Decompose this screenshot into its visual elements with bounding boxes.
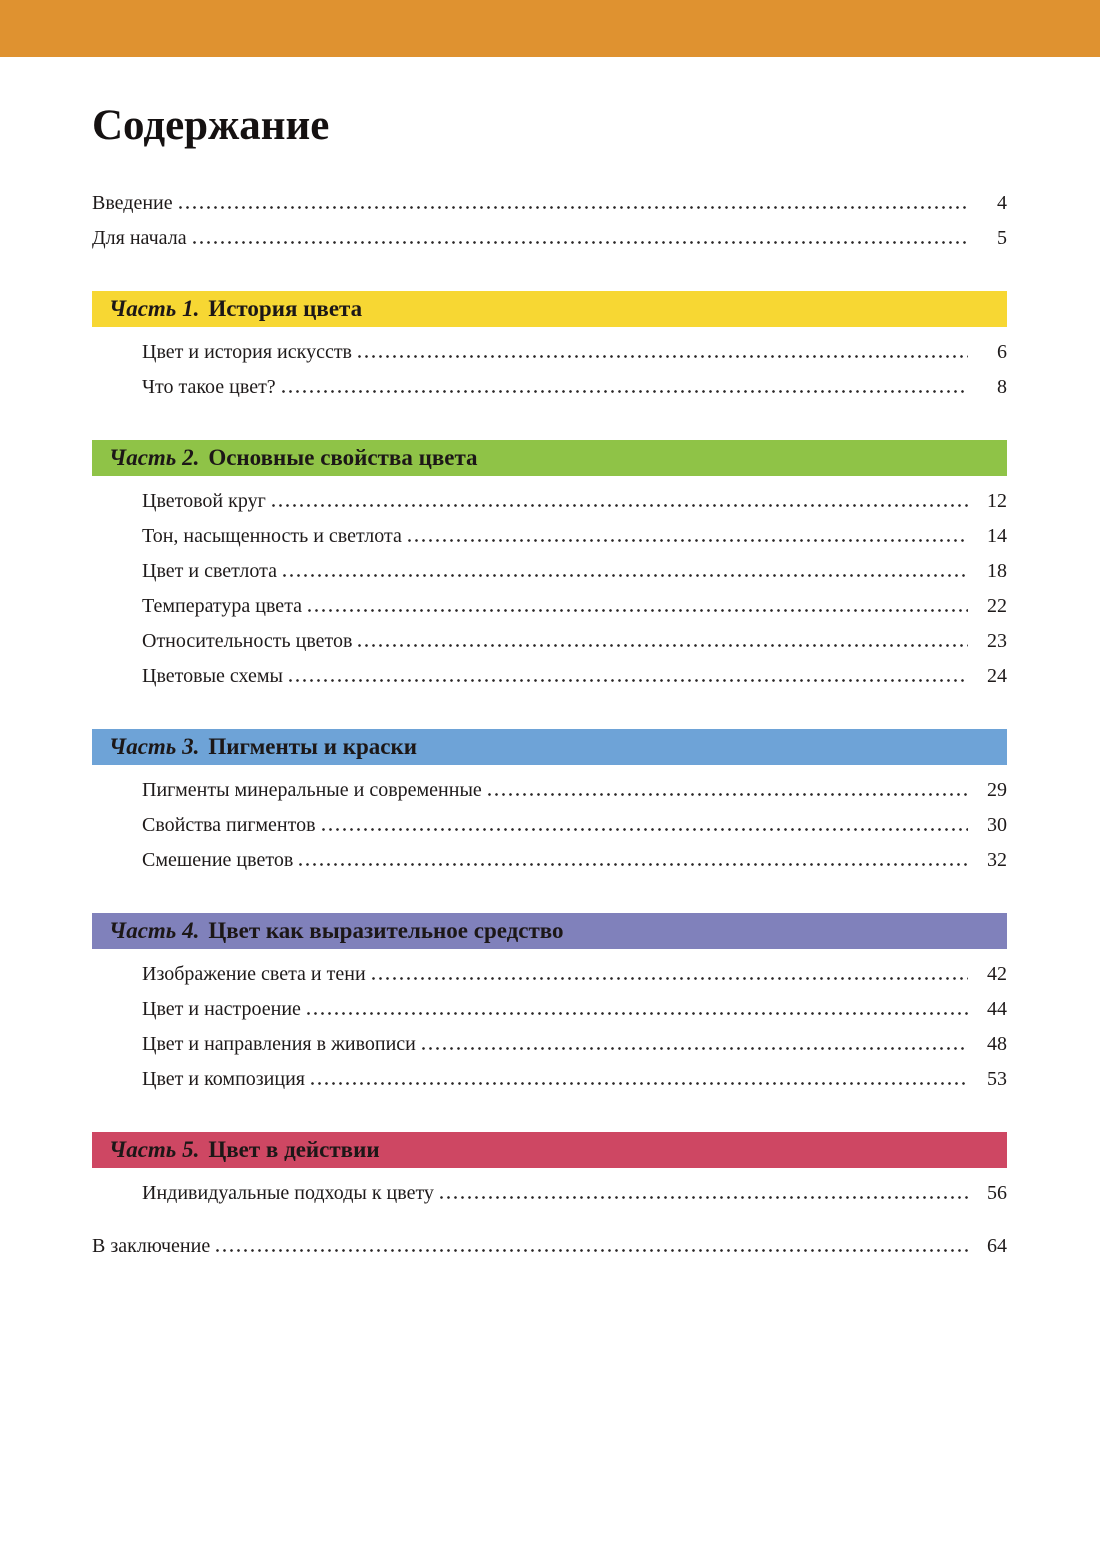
toc-entry-label: Индивидуальные подходы к цвету <box>142 1182 434 1205</box>
toc-entry <box>142 1168 1007 1203</box>
closing-entries <box>92 1221 1007 1256</box>
toc-entry-label: Цвет и история искусств <box>142 341 352 364</box>
toc-entry <box>142 835 1007 870</box>
section-part-title: Основные свойства цвета <box>208 445 478 471</box>
toc-entry-label: Цветовой круг <box>142 490 266 513</box>
toc-entry-label: Тон, насыщенность и светлота <box>142 525 402 548</box>
toc-entry-page: 8 <box>997 376 1007 399</box>
leader-dots <box>283 573 968 578</box>
leader-dots <box>272 503 968 508</box>
section-part-label: Часть 2. <box>109 445 200 471</box>
toc-entry-label: Что такое цвет? <box>142 376 276 399</box>
toc-entry <box>142 800 1007 835</box>
toc-entry <box>142 1054 1007 1089</box>
leader-dots <box>422 1046 968 1051</box>
section-band <box>92 729 1007 765</box>
intro-entries <box>92 178 1007 248</box>
leader-dots <box>311 1081 968 1086</box>
leader-dots <box>372 976 968 981</box>
section-part-title: Пигменты и краски <box>208 734 418 760</box>
toc-entry-label: Цвет и настроение <box>142 998 301 1021</box>
toc-entry-label: Пигменты минеральные и современные <box>142 779 482 802</box>
toc-entry-page: 56 <box>987 1182 1007 1205</box>
leader-dots <box>307 1011 968 1016</box>
toc-entry <box>142 581 1007 616</box>
section-part-title: Цвет в действии <box>208 1137 380 1163</box>
toc-entry <box>142 362 1007 397</box>
top-accent-bar <box>0 0 1100 57</box>
toc-entry-page: 48 <box>987 1033 1007 1056</box>
toc-section <box>92 729 1007 870</box>
leader-dots <box>440 1195 968 1200</box>
leader-dots <box>216 1248 968 1253</box>
leader-dots <box>179 205 968 210</box>
section-entries <box>92 327 1007 397</box>
section-entries <box>92 476 1007 686</box>
toc-entry <box>142 651 1007 686</box>
page-title: Содержание <box>92 102 330 149</box>
toc-entry <box>92 213 1007 248</box>
sections-container <box>92 291 1007 1203</box>
toc-entry-page: 30 <box>987 814 1007 837</box>
toc-entry-label: В заключение <box>92 1235 211 1258</box>
toc-entry-label: Относительность цветов <box>142 630 353 653</box>
leader-dots <box>322 827 968 832</box>
toc-entry <box>92 1221 1007 1256</box>
leader-dots <box>408 538 968 543</box>
toc-entry <box>142 1019 1007 1054</box>
leader-dots <box>358 643 968 648</box>
toc-entry <box>92 178 1007 213</box>
toc-entry-page: 6 <box>997 341 1007 364</box>
toc-entry-page: 18 <box>987 560 1007 583</box>
toc-entry-page: 4 <box>997 192 1007 215</box>
toc-section <box>92 913 1007 1089</box>
toc-entry-page: 22 <box>987 595 1007 618</box>
toc-entry <box>142 546 1007 581</box>
toc-entry <box>142 765 1007 800</box>
toc-entry-page: 44 <box>987 998 1007 1021</box>
leader-dots <box>308 608 968 613</box>
section-band <box>92 440 1007 476</box>
toc-entry-page: 32 <box>987 849 1007 872</box>
toc-entry <box>142 327 1007 362</box>
toc-entry-label: Свойства пигментов <box>142 814 316 837</box>
toc-section <box>92 291 1007 397</box>
toc-entry-page: 12 <box>987 490 1007 513</box>
leader-dots <box>282 389 968 394</box>
toc-entry <box>142 984 1007 1019</box>
toc-entry-label: Изображение света и тени <box>142 963 366 986</box>
leader-dots <box>299 862 968 867</box>
toc-entry-page: 53 <box>987 1068 1007 1091</box>
section-part-label: Часть 1. <box>109 296 200 322</box>
toc-content <box>0 101 1100 1256</box>
toc-entry-page: 42 <box>987 963 1007 986</box>
section-band <box>92 913 1007 949</box>
section-band <box>92 1132 1007 1168</box>
toc-entry <box>142 511 1007 546</box>
toc-entry-label: Цвет и светлота <box>142 560 277 583</box>
toc-entry <box>142 616 1007 651</box>
toc-entry-label: Для начала <box>92 227 187 250</box>
toc-section <box>92 440 1007 686</box>
section-entries <box>92 1168 1007 1203</box>
toc-entry <box>142 949 1007 984</box>
toc-entry-label: Температура цвета <box>142 595 303 618</box>
leader-dots <box>193 240 968 245</box>
section-part-label: Часть 4. <box>109 918 200 944</box>
toc-entry <box>142 476 1007 511</box>
toc-section <box>92 1132 1007 1203</box>
toc-entry-page: 24 <box>987 665 1007 688</box>
section-part-title: История цвета <box>208 296 363 322</box>
toc-entry-label: Цвет и направления в живописи <box>142 1033 416 1056</box>
leader-dots <box>289 678 968 683</box>
section-band <box>92 291 1007 327</box>
toc-entry-page: 14 <box>987 525 1007 548</box>
toc-entry-label: Введение <box>92 192 173 215</box>
section-part-label: Часть 3. <box>109 734 200 760</box>
toc-entry-label: Смешение цветов <box>142 849 294 872</box>
toc-entry-page: 5 <box>997 227 1007 250</box>
leader-dots <box>488 792 968 797</box>
section-part-label: Часть 5. <box>109 1137 200 1163</box>
section-entries <box>92 765 1007 870</box>
leader-dots <box>358 354 968 359</box>
toc-entry-page: 29 <box>987 779 1007 802</box>
toc-entry-page: 23 <box>987 630 1007 653</box>
section-entries <box>92 949 1007 1089</box>
toc-entry-label: Цвет и композиция <box>142 1068 305 1091</box>
section-part-title: Цвет как выразительное средство <box>208 918 564 944</box>
toc-entry-page: 64 <box>987 1235 1007 1258</box>
toc-entry-label: Цветовые схемы <box>142 665 283 688</box>
